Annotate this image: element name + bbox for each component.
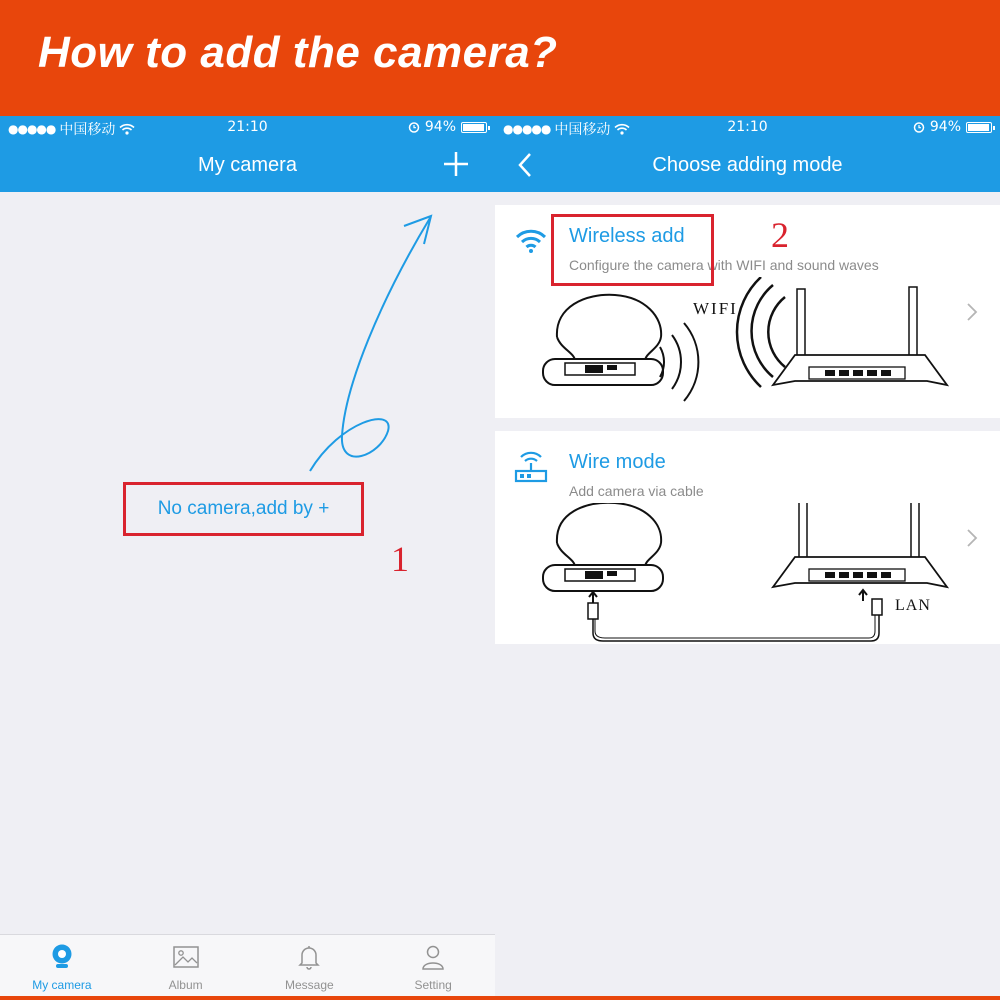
bottom-accent-bar	[0, 996, 1000, 1000]
signal-dots: ●●●●●	[503, 122, 551, 136]
tab-label: Setting	[414, 978, 452, 992]
battery-icon	[966, 122, 992, 133]
my-camera-screen	[0, 116, 495, 996]
banner-title: How to add the camera?	[38, 28, 558, 77]
signal-dots: ●●●●●	[8, 122, 56, 136]
alarm-icon	[408, 121, 420, 133]
bell-icon	[295, 943, 323, 971]
status-bar	[0, 116, 495, 140]
nav-title: Choose adding mode	[652, 154, 843, 176]
option-subtitle: Add camera via cable	[569, 483, 704, 499]
tab-label: Message	[285, 978, 334, 992]
wireless-illustration	[495, 277, 1000, 417]
step-2-label: 2	[771, 215, 789, 255]
status-time: 21:10	[227, 119, 268, 135]
lan-label: LAN	[895, 597, 931, 614]
status-bar	[495, 116, 1000, 140]
status-time: 21:10	[727, 119, 768, 135]
empty-camera-message: No camera,add by +	[123, 482, 364, 536]
alarm-icon	[913, 121, 925, 133]
camera-icon	[48, 943, 76, 971]
highlight-box	[551, 214, 714, 286]
option-title: Wireless add	[569, 225, 685, 247]
tab-setting[interactable]	[371, 935, 495, 996]
battery-percent: 94%	[424, 119, 456, 135]
tab-bar	[0, 934, 495, 996]
image-icon	[172, 943, 200, 971]
plus-icon[interactable]	[441, 149, 471, 179]
title-banner	[0, 0, 1000, 116]
tab-my-camera[interactable]	[0, 935, 124, 996]
tab-label: My camera	[32, 978, 92, 992]
carrier-label: 中国移动	[554, 122, 611, 138]
step-1-label: 1	[391, 539, 409, 579]
wireless-add-option[interactable]	[495, 205, 1000, 418]
nav-bar	[495, 140, 1000, 192]
tab-album[interactable]	[124, 935, 248, 996]
wifi-label: WIFI	[693, 299, 738, 318]
nav-title: My camera	[198, 154, 297, 176]
battery-percent: 94%	[929, 119, 961, 135]
battery-icon	[461, 122, 487, 133]
tab-label: Album	[168, 978, 203, 992]
choose-adding-mode-screen	[495, 116, 1000, 996]
wired-illustration	[495, 503, 1000, 644]
hand-drawn-arrow	[300, 206, 450, 476]
wire-mode-option[interactable]	[495, 431, 1000, 644]
carrier-label: 中国移动	[59, 122, 116, 138]
user-icon	[419, 943, 447, 971]
tab-message[interactable]	[248, 935, 372, 996]
nav-bar	[0, 140, 495, 192]
wifi-icon	[513, 223, 549, 259]
router-icon	[513, 449, 549, 485]
option-subtitle: Configure the camera with WIFI and sound waves	[569, 257, 879, 273]
option-title: Wire mode	[569, 451, 666, 473]
